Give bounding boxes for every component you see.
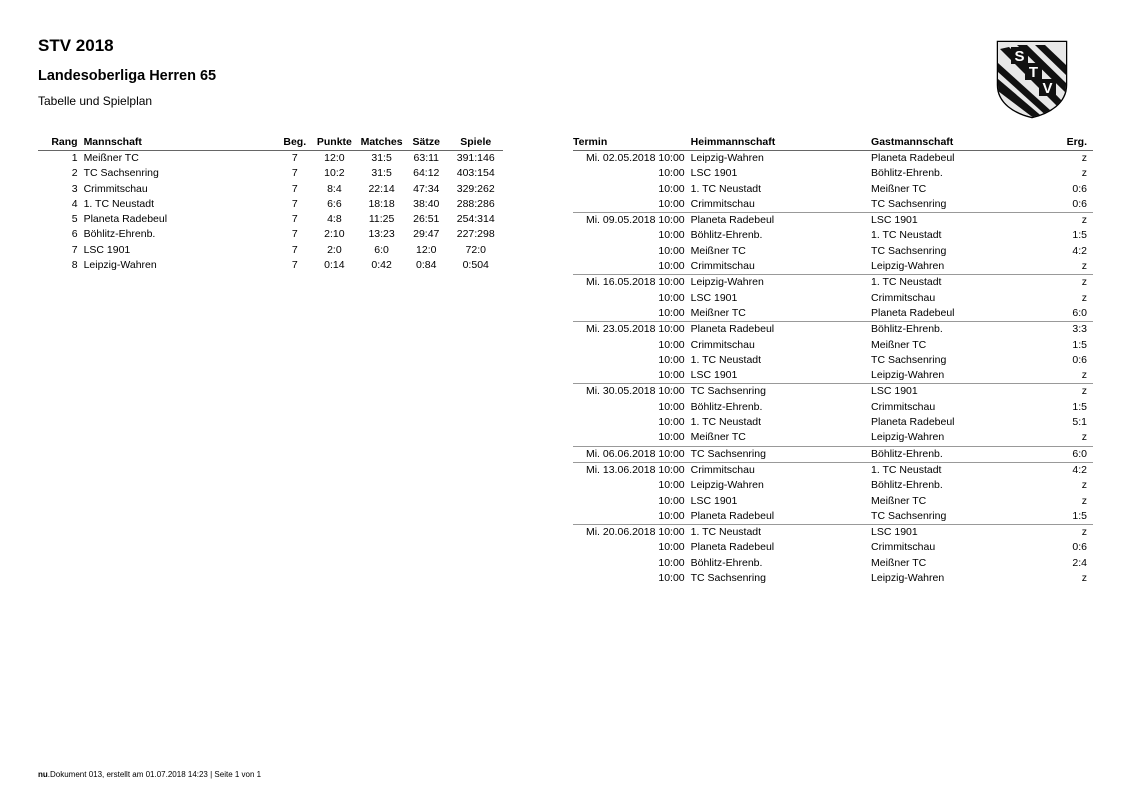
cell-heim: LSC 1901 — [690, 369, 738, 382]
footer-brand: nu — [38, 770, 48, 779]
cell-gast: 1. TC Neustadt — [871, 229, 942, 242]
cell-mannschaft: 1. TC Neustadt — [83, 197, 154, 210]
standings-row — [38, 243, 503, 258]
schedule-row — [573, 446, 1093, 462]
cell-rang: 3 — [71, 182, 78, 195]
cell-heim: Crimmitschau — [691, 462, 871, 478]
cell-ergebnis: z — [1029, 275, 1093, 291]
cell-termin: 10:00 — [658, 353, 685, 366]
cell-matches: 31:5 — [371, 152, 392, 164]
standings-header-row — [38, 134, 503, 151]
cell-heim: Meißner TC — [690, 244, 746, 257]
col-termin: Termin — [573, 136, 608, 148]
cell-ergebnis: z — [1081, 167, 1087, 180]
cell-termin: 10:00 — [658, 556, 685, 569]
cell-termin: 10:00 — [658, 400, 685, 413]
schedule-row — [573, 228, 1093, 243]
cell-mannschaft: Crimmitschau — [83, 182, 148, 195]
cell-ergebnis: 1:5 — [1072, 400, 1087, 413]
schedule-row — [573, 540, 1093, 555]
standings-row — [38, 227, 503, 242]
cell-punkte: 12:0 — [324, 152, 345, 164]
cell-saetze: 0:84 — [416, 259, 437, 272]
cell-heim: Crimmitschau — [690, 197, 755, 210]
cell-beg: 7 — [291, 167, 298, 180]
cell-saetze: 26:51 — [413, 213, 440, 226]
schedule-row — [573, 478, 1093, 493]
cell-beg: 7 — [291, 182, 298, 195]
cell-matches: 18:18 — [368, 197, 395, 210]
cell-gast: Crimmitschau — [871, 541, 936, 554]
cell-rang: 6 — [71, 228, 78, 241]
cell-saetze: 12:0 — [416, 243, 437, 256]
cell-ergebnis: 6:0 — [1029, 446, 1093, 462]
cell-heim: 1. TC Neustadt — [691, 525, 871, 541]
cell-ergebnis: 2:4 — [1072, 556, 1087, 569]
cell-termin: Mi. 30.05.2018 10:00 — [573, 384, 691, 400]
cell-heim: Böhlitz-Ehrenb. — [690, 229, 763, 242]
cell-gast: Leipzig-Wahren — [871, 431, 945, 444]
cell-ergebnis: 6:0 — [1072, 306, 1087, 319]
page-title: STV 2018 — [38, 36, 114, 55]
schedule-row — [573, 166, 1093, 181]
cell-termin: 10:00 — [658, 338, 685, 351]
cell-mannschaft: Böhlitz-Ehrenb. — [83, 228, 156, 241]
schedule-row — [573, 384, 1093, 400]
cell-ergebnis: 3:3 — [1029, 322, 1093, 338]
cell-termin: 10:00 — [658, 479, 685, 492]
cell-gast: Planeta Radebeul — [871, 306, 955, 319]
stv-logo-icon — [995, 39, 1069, 119]
logo-letter-t: T — [1028, 64, 1039, 81]
cell-heim: Planeta Radebeul — [691, 322, 871, 338]
cell-termin: Mi. 16.05.2018 10:00 — [573, 275, 691, 291]
cell-ergebnis: 1:5 — [1072, 338, 1087, 351]
cell-spiele: 0:504 — [462, 259, 489, 272]
cell-ergebnis: z — [1081, 152, 1087, 164]
cell-saetze: 47:34 — [413, 182, 440, 195]
cell-gast: Meißner TC — [871, 182, 927, 195]
schedule-row — [573, 151, 1093, 167]
cell-heim: Planeta Radebeul — [691, 213, 871, 229]
cell-gast: Crimmitschau — [871, 291, 936, 304]
col-rang: Rang — [51, 136, 78, 148]
cell-gast: LSC 1901 — [871, 384, 1029, 400]
cell-spiele: 72:0 — [465, 243, 486, 256]
cell-rang: 7 — [71, 243, 78, 256]
cell-heim: 1. TC Neustadt — [690, 182, 762, 195]
cell-gast: Leipzig-Wahren — [871, 260, 945, 273]
cell-ergebnis: z — [1081, 479, 1087, 492]
cell-ergebnis: z — [1081, 369, 1087, 382]
cell-saetze: 29:47 — [413, 228, 440, 241]
cell-ergebnis: 0:6 — [1072, 541, 1087, 554]
cell-gast: Crimmitschau — [871, 400, 936, 413]
cell-termin: Mi. 13.06.2018 10:00 — [573, 462, 691, 478]
cell-heim: Leipzig-Wahren — [690, 152, 764, 164]
cell-ergebnis: 4:2 — [1072, 244, 1087, 257]
cell-termin: 10:00 — [658, 572, 685, 585]
cell-matches: 6:0 — [374, 243, 389, 256]
logo-letter-v: V — [1042, 80, 1053, 97]
cell-ergebnis: z — [1081, 494, 1087, 507]
cell-gast: TC Sachsenring — [871, 509, 947, 522]
cell-termin: 10:00 — [658, 306, 685, 319]
cell-termin: 10:00 — [658, 431, 685, 444]
col-spiele: Spiele — [460, 136, 492, 148]
cell-ergebnis: 5:1 — [1072, 416, 1087, 429]
cell-punkte: 2:0 — [327, 243, 342, 256]
schedule-row — [573, 213, 1093, 229]
cell-heim: TC Sachsenring — [691, 384, 871, 400]
cell-saetze: 63:11 — [413, 152, 440, 164]
cell-matches: 13:23 — [368, 228, 395, 241]
cell-gast: LSC 1901 — [871, 525, 1029, 541]
cell-beg: 7 — [291, 213, 298, 226]
cell-termin: 10:00 — [658, 369, 685, 382]
cell-rang: 4 — [71, 197, 78, 210]
cell-ergebnis: 0:6 — [1072, 182, 1087, 195]
cell-ergebnis: 1:5 — [1072, 229, 1087, 242]
col-saetze: Sätze — [412, 136, 440, 148]
cell-mannschaft: Meißner TC — [83, 152, 139, 164]
cell-mannschaft: Leipzig-Wahren — [83, 259, 157, 272]
cell-termin: 10:00 — [658, 229, 685, 242]
cell-ergebnis: 0:6 — [1072, 353, 1087, 366]
cell-termin: 10:00 — [658, 260, 685, 273]
schedule-row — [573, 525, 1093, 541]
cell-gast: Leipzig-Wahren — [871, 369, 945, 382]
schedule-row — [573, 353, 1093, 368]
cell-heim: Crimmitschau — [690, 338, 755, 351]
cell-gast: LSC 1901 — [871, 213, 1029, 229]
cell-termin: Mi. 23.05.2018 10:00 — [573, 322, 691, 338]
cell-beg: 7 — [291, 152, 298, 164]
cell-matches: 11:25 — [368, 213, 395, 226]
footer — [38, 770, 261, 779]
cell-heim: Meißner TC — [690, 431, 746, 444]
standings-row — [38, 258, 503, 273]
cell-termin: 10:00 — [658, 416, 685, 429]
cell-heim: TC Sachsenring — [691, 446, 871, 462]
cell-beg: 7 — [291, 197, 298, 210]
cell-mannschaft: LSC 1901 — [83, 243, 131, 256]
cell-ergebnis: z — [1029, 384, 1093, 400]
schedule-row — [573, 430, 1093, 446]
cell-matches: 0:42 — [371, 259, 392, 272]
cell-gast: Planeta Radebeul — [871, 416, 955, 429]
cell-ergebnis: z — [1029, 525, 1093, 541]
cell-gast: Böhlitz-Ehrenb. — [871, 322, 1029, 338]
col-punkte: Punkte — [316, 136, 352, 148]
schedule-row — [573, 415, 1093, 430]
cell-gast: TC Sachsenring — [871, 353, 947, 366]
col-heimmannschaft: Heimmannschaft — [690, 136, 776, 148]
cell-heim: Planeta Radebeul — [690, 541, 775, 554]
col-ergebnis: Erg. — [1066, 136, 1087, 148]
cell-spiele: 403:154 — [456, 167, 495, 180]
schedule-row — [573, 556, 1093, 571]
cell-termin: Mi. 02.05.2018 10:00 — [585, 152, 685, 164]
footer-text: .Dokument 013, erstellt am 01.07.2018 14:23 | Seite 1 von 1 — [47, 770, 262, 779]
cell-heim: Planeta Radebeul — [690, 509, 775, 522]
cell-beg: 7 — [291, 259, 298, 272]
cell-termin: Mi. 06.06.2018 10:00 — [573, 446, 691, 462]
standings-row — [38, 166, 503, 181]
cell-heim: Leipzig-Wahren — [691, 275, 871, 291]
cell-termin: 10:00 — [658, 291, 685, 304]
cell-gast: Böhlitz-Ehrenb. — [871, 479, 943, 492]
standings-table — [38, 134, 503, 273]
cell-heim: 1. TC Neustadt — [690, 353, 762, 366]
schedule-row — [573, 182, 1093, 197]
cell-ergebnis: z — [1081, 431, 1087, 444]
cell-termin: 10:00 — [658, 509, 685, 522]
cell-termin: 10:00 — [658, 244, 685, 257]
standings-row — [38, 151, 503, 167]
cell-heim: LSC 1901 — [690, 494, 738, 507]
cell-ergebnis: z — [1029, 213, 1093, 229]
cell-gast: Böhlitz-Ehrenb. — [871, 446, 1029, 462]
cell-heim: Meißner TC — [690, 306, 746, 319]
cell-gast: TC Sachsenring — [871, 244, 947, 257]
cell-termin: 10:00 — [658, 494, 685, 507]
cell-saetze: 64:12 — [413, 167, 440, 180]
schedule-row — [573, 494, 1093, 509]
col-matches: Matches — [360, 136, 403, 148]
cell-termin: 10:00 — [658, 541, 685, 554]
cell-beg: 7 — [291, 228, 298, 241]
col-gastmannschaft: Gastmannschaft — [871, 136, 954, 148]
cell-beg: 7 — [291, 243, 298, 256]
schedule-row — [573, 259, 1093, 275]
schedule-row — [573, 197, 1093, 213]
schedule-row — [573, 306, 1093, 322]
cell-mannschaft: Planeta Radebeul — [83, 213, 168, 226]
cell-heim: LSC 1901 — [690, 167, 738, 180]
cell-rang: 1 — [71, 152, 78, 164]
cell-ergebnis: 1:5 — [1072, 509, 1087, 522]
cell-punkte: 2:10 — [324, 228, 345, 241]
cell-rang: 2 — [71, 167, 78, 180]
schedule-table — [573, 134, 1093, 586]
cell-punkte: 0:14 — [324, 259, 345, 272]
cell-ergebnis: 4:2 — [1029, 462, 1093, 478]
cell-termin: 10:00 — [658, 182, 685, 195]
cell-gast: Meißner TC — [871, 338, 927, 351]
cell-termin: Mi. 20.06.2018 10:00 — [573, 525, 691, 541]
cell-gast: Meißner TC — [871, 494, 927, 507]
standings-row — [38, 212, 503, 227]
cell-ergebnis: 0:6 — [1072, 197, 1087, 210]
cell-heim: Crimmitschau — [690, 260, 755, 273]
cell-heim: Böhlitz-Ehrenb. — [690, 400, 763, 413]
cell-ergebnis: z — [1081, 291, 1087, 304]
schedule-row — [573, 509, 1093, 525]
cell-rang: 8 — [71, 259, 78, 272]
cell-gast: Meißner TC — [871, 556, 927, 569]
schedule-header-row — [573, 134, 1093, 151]
cell-heim: Böhlitz-Ehrenb. — [690, 556, 763, 569]
col-beg: Beg. — [283, 136, 307, 148]
cell-heim: TC Sachsenring — [690, 572, 766, 585]
section-title: Tabelle und Spielplan — [38, 94, 153, 108]
cell-heim: LSC 1901 — [690, 291, 738, 304]
schedule-row — [573, 368, 1093, 384]
cell-punkte: 6:6 — [327, 197, 342, 210]
cell-saetze: 38:40 — [413, 197, 440, 210]
cell-heim: 1. TC Neustadt — [690, 416, 762, 429]
schedule-row — [573, 338, 1093, 353]
cell-spiele: 227:298 — [456, 228, 495, 241]
schedule-row — [573, 400, 1093, 415]
schedule-row — [573, 462, 1093, 478]
logo-letter-s: S — [1014, 48, 1025, 65]
standings-row — [38, 182, 503, 197]
cell-termin: Mi. 09.05.2018 10:00 — [573, 213, 691, 229]
cell-gast: Leipzig-Wahren — [871, 572, 945, 585]
cell-spiele: 288:286 — [456, 197, 495, 210]
standings-row — [38, 197, 503, 212]
schedule-row — [573, 322, 1093, 338]
cell-gast: 1. TC Neustadt — [871, 275, 1029, 291]
cell-mannschaft: TC Sachsenring — [83, 167, 159, 180]
league-title: Landesoberliga Herren 65 — [38, 68, 217, 84]
schedule-row — [573, 571, 1093, 586]
cell-punkte: 8:4 — [327, 182, 342, 195]
cell-punkte: 10:2 — [324, 167, 345, 180]
cell-ergebnis: z — [1081, 572, 1087, 585]
cell-spiele: 391:146 — [456, 152, 495, 164]
cell-rang: 5 — [71, 213, 78, 226]
schedule-row — [573, 291, 1093, 306]
cell-termin: 10:00 — [658, 167, 685, 180]
cell-gast: Planeta Radebeul — [871, 152, 955, 164]
cell-spiele: 329:262 — [456, 182, 495, 195]
cell-ergebnis: z — [1081, 260, 1087, 273]
cell-matches: 31:5 — [371, 167, 392, 180]
cell-spiele: 254:314 — [456, 213, 495, 226]
cell-termin: 10:00 — [658, 197, 685, 210]
cell-heim: Leipzig-Wahren — [690, 479, 764, 492]
schedule-row — [573, 244, 1093, 259]
cell-punkte: 4:8 — [327, 213, 342, 226]
cell-matches: 22:14 — [368, 182, 395, 195]
cell-gast: 1. TC Neustadt — [871, 462, 1029, 478]
col-mannschaft: Mannschaft — [83, 136, 142, 148]
cell-gast: Böhlitz-Ehrenb. — [871, 167, 943, 180]
schedule-row — [573, 275, 1093, 291]
cell-gast: TC Sachsenring — [871, 197, 947, 210]
